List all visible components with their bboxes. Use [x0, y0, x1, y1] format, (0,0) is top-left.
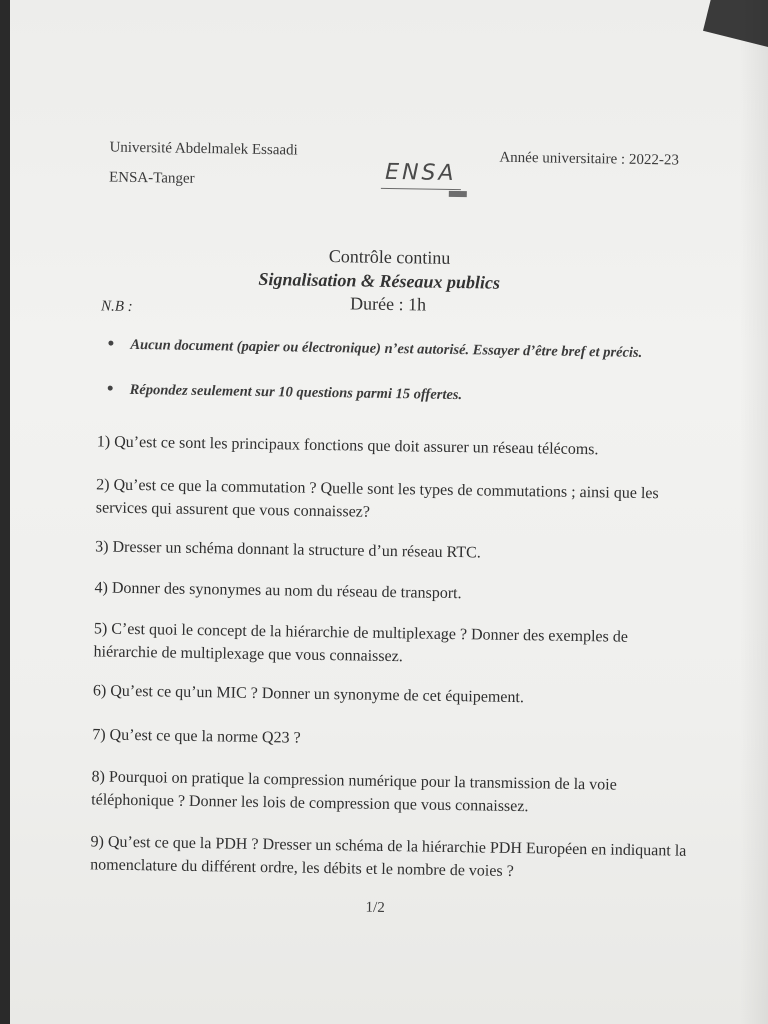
question-3: 3) Dresser un schéma donnant la structure d’un réseau RTC.	[95, 538, 481, 562]
logo-underline	[381, 188, 461, 190]
academic-year: Année universitaire : 2022-23	[499, 149, 680, 169]
logo-text: ENSA	[384, 159, 457, 187]
question-2: 2) Qu’est ce que la commutation ? Quelle sont les types de commutations ; ainsi que les services qui assurent que vous connaissez?	[95, 476, 659, 521]
exam-type-title: Contrôle continu	[328, 246, 451, 268]
bullet-icon	[108, 386, 113, 391]
page-number: 1/2	[365, 899, 385, 916]
question-5: 5) C’est quoi le concept de la hiérarchie de multiplexage ? Donner des exemples de hiérarchie de multiplexage que vous connaissez.	[93, 620, 629, 666]
note-item	[130, 336, 690, 364]
school-name: ENSA-Tanger	[108, 169, 195, 187]
question-9: 9) Qu’est ce que la PDH ? Dresser un schéma de la hiérarchie PDH Européen en indiquant la nomenclature du différent ordre, les débits et le nombre de voies ?	[90, 833, 687, 880]
course-title: Signalisation & Réseaux publics	[258, 268, 501, 293]
exam-page	[10, 0, 768, 1024]
question-7: 7) Qu’est ce que la norme Q23 ?	[92, 726, 301, 747]
ensa-logo	[381, 158, 474, 203]
bullet-icon	[108, 341, 113, 346]
nb-label: N.B :	[100, 298, 133, 315]
university-name: Université Abdelmalek Essaadi	[109, 139, 298, 159]
exam-duration: Durée : 1h	[349, 293, 427, 315]
page-content	[10, 0, 768, 1024]
note-text: Aucun document (papier ou électronique) n’est autorisé. Essayer d’être bref et précis.	[130, 336, 643, 361]
question-8: 8) Pourquoi on pratique la compression numérique pour la transmission de la voie téléphonique ? Donner les lois de compression que vous connaissez.	[91, 768, 617, 816]
logo-bar	[449, 191, 467, 197]
question-6: 6) Qu’est ce qu’un MIC ? Donner un synonyme de cet équipement.	[92, 682, 525, 707]
note-text: Répondez seulement sur 10 questions parmi 15 offertes.	[129, 381, 463, 404]
question-1: 1) Qu’est ce sont les principaux fonctions que doit assurer un réseau télécoms.	[96, 433, 599, 459]
question-4: 4) Donner des synonymes au nom du réseau de transport.	[94, 579, 462, 603]
note-item	[130, 381, 690, 409]
